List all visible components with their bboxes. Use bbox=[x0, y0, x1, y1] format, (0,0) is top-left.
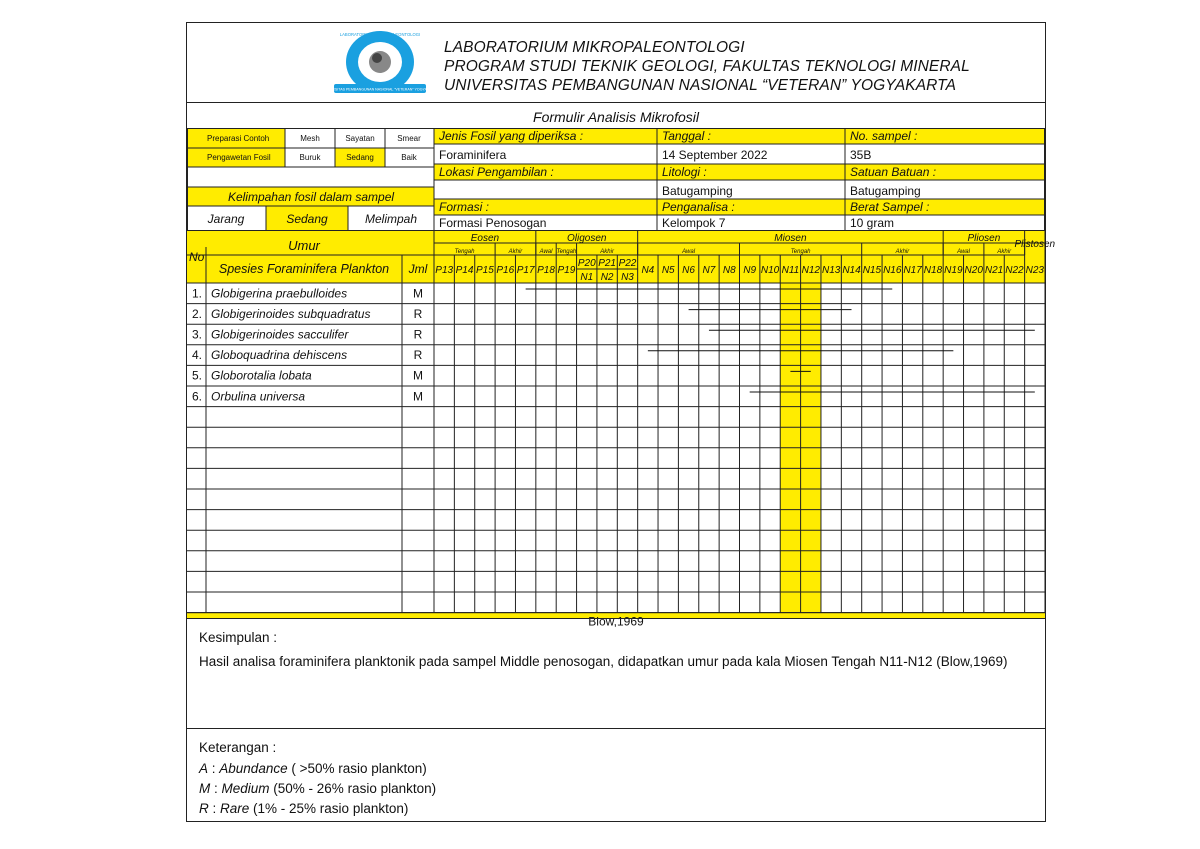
epoch-label: Oligosen bbox=[567, 233, 607, 244]
zone-label: P20 bbox=[577, 258, 596, 269]
abundance-value[interactable]: M bbox=[413, 389, 423, 404]
zone-label: N15 bbox=[862, 265, 882, 276]
opt-mesh[interactable]: Mesh bbox=[300, 134, 320, 143]
penganalisa-value[interactable]: Kelompok 7 bbox=[662, 216, 726, 230]
kelimpahan-melimpah[interactable]: Melimpah bbox=[364, 212, 418, 226]
zone-label: N21 bbox=[984, 265, 1004, 276]
keterangan-code: M bbox=[199, 781, 211, 796]
satuan-label: Satuan Batuan : bbox=[850, 165, 937, 179]
zone-label: P19 bbox=[557, 265, 576, 276]
opt-baik[interactable]: Baik bbox=[401, 153, 417, 162]
epoch-label: Pliosen bbox=[967, 233, 1001, 244]
zone-label: P22 bbox=[618, 258, 637, 269]
zone-label: N20 bbox=[964, 265, 983, 276]
keterangan-term: Medium bbox=[221, 781, 270, 796]
zone-label: P18 bbox=[537, 265, 555, 276]
analysis-form bbox=[186, 22, 1056, 822]
abundance-value[interactable]: R bbox=[413, 306, 423, 321]
tanggal-value[interactable]: 14 September 2022 bbox=[662, 148, 768, 162]
header-line-3: UNIVERSITAS PEMBANGUNAN NASIONAL “VETERAN” YOGYAKARTA bbox=[444, 77, 957, 94]
range-chart bbox=[187, 231, 1056, 629]
no-sampel-value[interactable]: 35B bbox=[850, 148, 872, 162]
zone-label: N18 bbox=[923, 265, 943, 276]
species-name[interactable]: Orbulina universa bbox=[211, 389, 306, 404]
subepoch-label: Akhir bbox=[600, 249, 614, 255]
zone-label: P14 bbox=[455, 265, 474, 276]
subepoch-label: Akhir bbox=[508, 249, 523, 255]
zone-label: P13 bbox=[435, 265, 454, 276]
subepoch-label: Awal bbox=[957, 249, 970, 255]
form-title: Formulir Analisis Mikrofosil bbox=[533, 109, 699, 125]
abundance-value[interactable]: M bbox=[413, 368, 423, 383]
keterangan-item-a: A : Abundance ( >50% rasio plankton) bbox=[199, 761, 427, 776]
keterangan-code: A bbox=[199, 761, 209, 776]
keterangan-item-r: R : Rare (1% - 25% rasio plankton) bbox=[199, 801, 409, 816]
zone-label: N5 bbox=[661, 265, 675, 276]
zone-label: P21 bbox=[598, 258, 617, 269]
species-name[interactable]: Globigerinoides sacculifer bbox=[211, 327, 349, 342]
zone-label: N1 bbox=[580, 272, 594, 283]
info-block bbox=[187, 128, 1045, 231]
subepoch-label: Awal bbox=[539, 249, 553, 255]
keterangan-term: Abundance bbox=[219, 761, 288, 776]
no-sampel-label: No. sampel : bbox=[850, 129, 918, 143]
berat-value[interactable]: 10 gram bbox=[850, 216, 895, 230]
species-name[interactable]: Globorotalia lobata bbox=[211, 368, 312, 383]
zone-label: P16 bbox=[496, 265, 515, 276]
spesies-header: Spesies Foraminifera Plankton bbox=[218, 262, 390, 276]
zone-label: N12 bbox=[801, 265, 820, 276]
zone-label: N22 bbox=[1005, 265, 1024, 276]
zone-label: P17 bbox=[516, 265, 535, 276]
satuan-value[interactable]: Batugamping bbox=[850, 184, 921, 198]
subepoch-label: Akhir bbox=[997, 249, 1012, 255]
formasi-value[interactable]: Formasi Penosogan bbox=[439, 216, 547, 230]
chart-footer: Blow,1969 bbox=[588, 614, 644, 629]
abundance-value[interactable]: R bbox=[413, 348, 423, 363]
logo-text: LABORATORIUM MIKROPALEONTOLOGI bbox=[339, 32, 421, 37]
zone-label: P15 bbox=[476, 265, 494, 276]
row-number: 2. bbox=[192, 306, 203, 321]
tanggal-label: Tanggal : bbox=[662, 129, 711, 143]
zone-label: N7 bbox=[702, 265, 716, 276]
berat-label: Berat Sampel : bbox=[850, 200, 930, 214]
row-number: 5. bbox=[192, 368, 203, 383]
zone-label: N16 bbox=[883, 265, 902, 276]
zone-label: N17 bbox=[903, 265, 922, 276]
formasi-label: Formasi : bbox=[439, 200, 490, 214]
litologi-value[interactable]: Batugamping bbox=[662, 184, 733, 198]
zone-label: N23 bbox=[1025, 265, 1044, 276]
opt-sedang[interactable]: Sedang bbox=[346, 153, 374, 162]
kelimpahan-jarang[interactable]: Jarang bbox=[207, 212, 245, 226]
species-name[interactable]: Globigerina praebulloides bbox=[211, 286, 348, 301]
keterangan-desc: ( >50% rasio plankton) bbox=[287, 761, 427, 776]
keterangan-desc: (50% - 26% rasio plankton) bbox=[269, 781, 437, 796]
lab-logo bbox=[321, 28, 439, 100]
umur-header: Umur bbox=[288, 238, 320, 253]
lokasi-label: Lokasi Pengambilan : bbox=[439, 165, 554, 179]
zone-label: N13 bbox=[821, 265, 841, 276]
opt-buruk[interactable]: Buruk bbox=[299, 153, 321, 162]
keterangan-section bbox=[187, 728, 1045, 822]
header bbox=[187, 23, 1045, 103]
kesimpulan-section bbox=[187, 618, 1045, 728]
species-name[interactable]: Globoquadrina dehiscens bbox=[211, 348, 348, 363]
subepoch-label: Awal bbox=[682, 249, 696, 255]
zone-label: N6 bbox=[682, 265, 695, 276]
zone-label: N19 bbox=[944, 265, 963, 276]
penganalisa-label: Penganalisa : bbox=[662, 200, 735, 214]
kelimpahan-sedang[interactable]: Sedang bbox=[286, 212, 328, 226]
header-line-1: LABORATORIUM MIKROPALEONTOLOGI bbox=[444, 39, 745, 56]
row-number: 6. bbox=[192, 389, 203, 404]
zone-label: N10 bbox=[760, 265, 780, 276]
jml-header: Jml bbox=[408, 262, 428, 276]
subepoch-label: Tengah bbox=[790, 249, 811, 255]
keterangan-term: Rare bbox=[220, 801, 250, 816]
zone-label: N11 bbox=[781, 265, 800, 276]
zone-label: N4 bbox=[641, 265, 655, 276]
kesimpulan-title: Kesimpulan : bbox=[199, 630, 278, 645]
epoch-label: Plistosen bbox=[1014, 239, 1056, 250]
kesimpulan-text[interactable]: Hasil analisa foraminifera planktonik pada sampel Middle penosogan, didapatkan umur pada kala Miosen Tengah N11-N12 (Blow,1969) bbox=[199, 654, 1008, 669]
opt-sayatan[interactable]: Sayatan bbox=[345, 134, 375, 143]
zone-label: N9 bbox=[743, 265, 757, 276]
abundance-value[interactable]: R bbox=[413, 327, 423, 342]
pengawetan-label: Pengawetan Fosil bbox=[207, 153, 271, 162]
abundance-value[interactable]: M bbox=[413, 286, 423, 301]
zone-label: N2 bbox=[600, 272, 614, 283]
subepoch-label: Tengah bbox=[454, 249, 475, 255]
keterangan-code: R bbox=[199, 801, 209, 816]
keterangan-item-m: M : Medium (50% - 26% rasio plankton) bbox=[199, 781, 437, 796]
kelimpahan-label: Kelimpahan fosil dalam sampel bbox=[227, 190, 395, 204]
jenis-value[interactable]: Foraminifera bbox=[439, 148, 507, 162]
epoch-label: Miosen bbox=[774, 233, 807, 244]
subepoch-label: Akhir bbox=[895, 249, 910, 255]
row-number: 4. bbox=[192, 348, 203, 363]
header-line-2: PROGRAM STUDI TEKNIK GEOLOGI, FAKULTAS TEKNOLOGI MINERAL bbox=[444, 58, 970, 75]
keterangan-desc: (1% - 25% rasio plankton) bbox=[249, 801, 409, 816]
no-header: No bbox=[189, 250, 205, 264]
subepoch-label: Tengah bbox=[556, 249, 577, 255]
zone-label: N8 bbox=[722, 265, 736, 276]
epoch-label: Eosen bbox=[470, 233, 500, 244]
jenis-label: Jenis Fosil yang diperiksa : bbox=[439, 129, 584, 143]
logo-subtext: UNIVERSITAS PEMBANGUNAN NASIONAL “VETERAN” YOGYAKARTA bbox=[321, 87, 439, 92]
zone-label: N3 bbox=[621, 272, 634, 283]
preparasi-label: Preparasi Contoh bbox=[207, 134, 270, 143]
litologi-label: Litologi : bbox=[662, 165, 707, 179]
row-number: 3. bbox=[192, 327, 203, 342]
opt-smear[interactable]: Smear bbox=[397, 134, 421, 143]
species-name[interactable]: Globigerinoides subquadratus bbox=[211, 306, 371, 321]
keterangan-title: Keterangan : bbox=[199, 740, 277, 755]
zone-label: N14 bbox=[842, 265, 861, 276]
row-number: 1. bbox=[192, 286, 203, 301]
